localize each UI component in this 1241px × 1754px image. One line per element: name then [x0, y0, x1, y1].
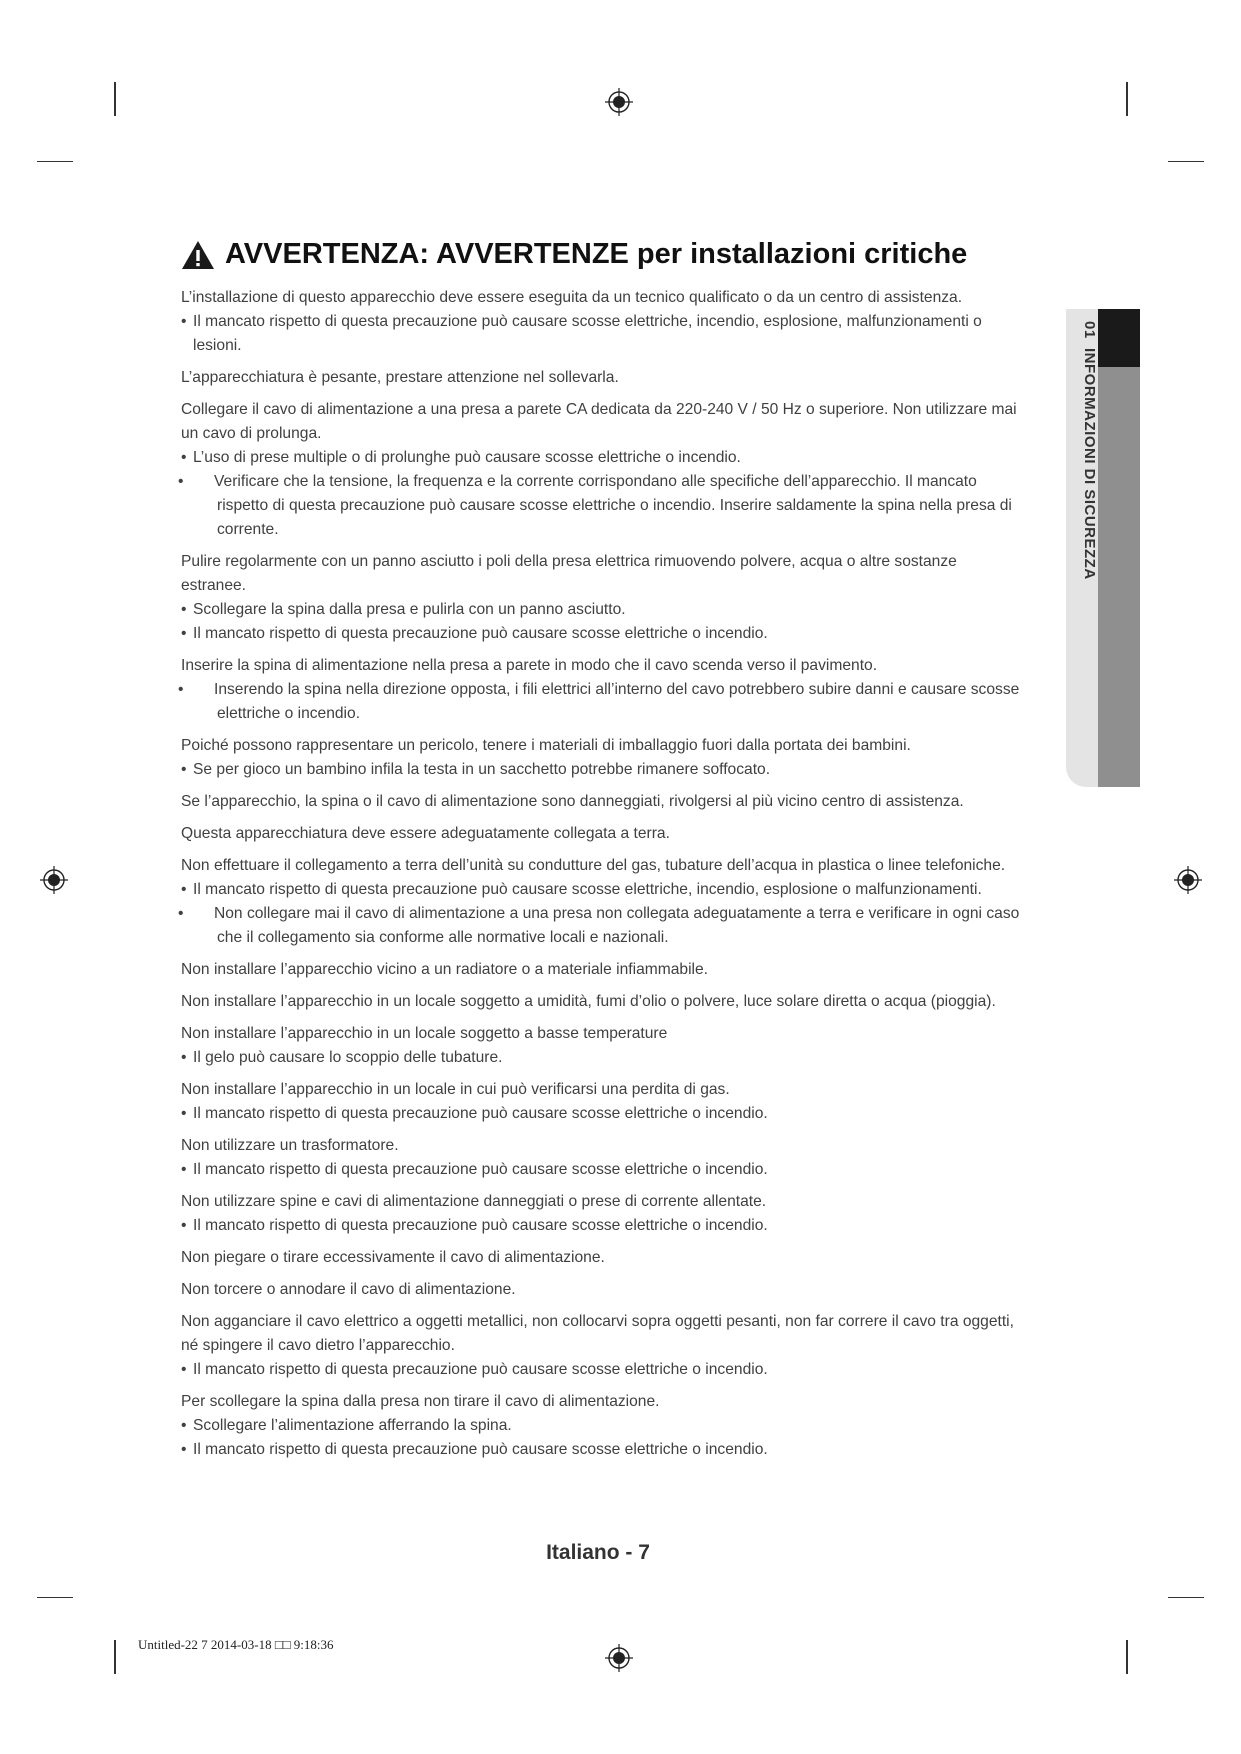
crop-mark [114, 1640, 116, 1674]
print-info: Untitled-22 7 2014-03-18 □□ 9:18:36 [138, 1637, 334, 1652]
warning-bullet: • Inserendo la spina nella direzione opposta, i fili elettrici all’interno del cavo potrebbero subire danni e causare scosse elettriche o incendio. [181, 678, 1021, 726]
warning-bullet: • Il mancato rispetto di questa precauzione può causare scosse elettriche o incendio. [181, 1214, 1021, 1238]
warning-bullet: • Non collegare mai il cavo di alimentazione a una presa non collegata adeguatamente a terra e verificare in ogni caso che il collegamento sia conforme alle normative locali e nazionali. [181, 902, 1021, 950]
warning-section [181, 790, 1021, 814]
crop-mark [37, 1597, 73, 1598]
warning-section [181, 822, 1021, 846]
warning-bullet: • Scollegare la spina dalla presa e pulirla con un panno asciutto. [181, 598, 1021, 622]
crop-mark [1126, 82, 1128, 116]
registration-crosshair-icon [1174, 866, 1202, 894]
warning-statement: Non agganciare il cavo elettrico a oggetti metallici, non collocarvi sopra oggetti pesanti, non far correre il cavo tra oggetti, né spingere il cavo dietro l’apparecchio. [181, 1313, 1014, 1354]
warning-statement: Collegare il cavo di alimentazione a una presa a parete CA dedicata da 220-240 V / 50 Hz o superiore. Non utilizzare mai un cavo di prolunga. [181, 401, 1017, 442]
crop-mark [1168, 161, 1204, 162]
warning-triangle-icon [181, 240, 215, 270]
warning-section [181, 550, 1021, 646]
crop-mark [1126, 1640, 1128, 1674]
warning-statement: Pulire regolarmente con un panno asciutto i poli della presa elettrica rimuovendo polvere, acqua o altre sostanze estranee. [181, 553, 957, 594]
warning-statement: Non installare l’apparecchio in un locale soggetto a umidità, fumi d’olio o polvere, luce solare diretta o acqua (pioggia). [181, 993, 996, 1010]
warning-statement: Non utilizzare spine e cavi di alimentazione danneggiati o prese di corrente allentate. [181, 1193, 767, 1210]
side-tab-dark-block [1098, 309, 1140, 367]
warning-statement: Non installare l’apparecchio in un locale soggetto a basse temperature [181, 1025, 668, 1042]
warning-section [181, 958, 1021, 982]
warning-section [181, 286, 1021, 358]
warning-section [181, 1078, 1021, 1126]
warnings-content [181, 286, 1021, 1470]
registration-crosshair-icon [605, 1644, 633, 1672]
warning-statement: Inserire la spina di alimentazione nella presa a parete in modo che il cavo scenda verso il pavimento. [181, 657, 878, 674]
warning-section [181, 654, 1021, 726]
side-tab-text: INFORMAZIONI DI SICUREZZA [1081, 348, 1098, 580]
page-number: Italiano - 7 [546, 1541, 650, 1564]
warning-section [181, 854, 1021, 950]
crop-mark [114, 82, 116, 116]
warning-statement: Per scollegare la spina dalla presa non tirare il cavo di alimentazione. [181, 1393, 660, 1410]
warning-statement: L’installazione di questo apparecchio deve essere eseguita da un tecnico qualificato o da un centro di assistenza. [181, 289, 963, 306]
warning-bullet: • Il mancato rispetto di questa precauzione può causare scosse elettriche, incendio, esplosione, malfunzionamenti o lesioni. [181, 310, 1021, 358]
page-title-text: AVVERTENZA: AVVERTENZE per installazioni critiche [225, 238, 968, 270]
warning-statement: Non torcere o annodare il cavo di alimentazione. [181, 1281, 516, 1298]
warning-section [181, 990, 1021, 1014]
warning-bullet: • L’uso di prese multiple o di prolunghe può causare scosse elettriche o incendio. [181, 446, 1021, 470]
registration-crosshair-icon [40, 866, 68, 894]
warning-statement: Se l’apparecchio, la spina o il cavo di alimentazione sono danneggiati, rivolgersi al più vicino centro di assistenza. [181, 793, 964, 810]
registration-crosshair-icon [605, 88, 633, 116]
warning-section [181, 1246, 1021, 1270]
warning-section [181, 366, 1021, 390]
crop-mark [37, 161, 73, 162]
warning-bullet: • Il mancato rispetto di questa precauzione può causare scosse elettriche, incendio, esplosione o malfunzionamenti. [181, 878, 1021, 902]
side-tab-grey-block [1098, 367, 1140, 787]
page-title [181, 238, 967, 271]
warning-bullet: • Il gelo può causare lo scoppio delle tubature. [181, 1046, 1021, 1070]
warning-section [181, 1390, 1021, 1462]
warning-statement: Poiché possono rappresentare un pericolo, tenere i materiali di imballaggio fuori dalla portata dei bambini. [181, 737, 911, 754]
warning-section [181, 1134, 1021, 1182]
warning-statement: Non piegare o tirare eccessivamente il cavo di alimentazione. [181, 1249, 605, 1266]
warning-bullet: • Il mancato rispetto di questa precauzione può causare scosse elettriche o incendio. [181, 1102, 1021, 1126]
warning-bullet: • Verificare che la tensione, la frequenza e la corrente corrispondano alle specifiche dell’apparecchio. Il mancato rispetto di questa precauzione può causare scosse elettriche o incendio. Inserire saldamente la spina nella presa di corrente. [181, 470, 1021, 542]
warning-section [181, 1190, 1021, 1238]
warning-section [181, 734, 1021, 782]
warning-statement: Non installare l’apparecchio in un locale in cui può verificarsi una perdita di gas. [181, 1081, 730, 1098]
warning-bullet: • Il mancato rispetto di questa precauzione può causare scosse elettriche o incendio. [181, 1438, 1021, 1462]
warning-statement: L’apparecchiatura è pesante, prestare attenzione nel sollevarla. [181, 369, 619, 386]
warning-bullet: • Se per gioco un bambino infila la testa in un sacchetto potrebbe rimanere soffocato. [181, 758, 1021, 782]
warning-statement: Non utilizzare un trasformatore. [181, 1137, 399, 1154]
warning-section [181, 1022, 1021, 1070]
warning-section [181, 1278, 1021, 1302]
side-tab-number: 01 [1081, 321, 1098, 339]
warning-section [181, 398, 1021, 542]
crop-mark [1168, 1597, 1204, 1598]
side-tab-label [1066, 309, 1098, 787]
warning-statement: Questa apparecchiatura deve essere adeguatamente collegata a terra. [181, 825, 670, 842]
warning-bullet: • Il mancato rispetto di questa precauzione può causare scosse elettriche o incendio. [181, 622, 1021, 646]
warning-section [181, 1310, 1021, 1382]
warning-bullet: • Il mancato rispetto di questa precauzione può causare scosse elettriche o incendio. [181, 1158, 1021, 1182]
warning-bullet: • Scollegare l’alimentazione afferrando la spina. [181, 1414, 1021, 1438]
warning-bullet: • Il mancato rispetto di questa precauzione può causare scosse elettriche o incendio. [181, 1358, 1021, 1382]
warning-statement: Non installare l’apparecchio vicino a un radiatore o a materiale infiammabile. [181, 961, 708, 978]
warning-statement: Non effettuare il collegamento a terra dell’unità su condutture del gas, tubature dell’acqua in plastica o linee telefoniche. [181, 857, 1006, 874]
